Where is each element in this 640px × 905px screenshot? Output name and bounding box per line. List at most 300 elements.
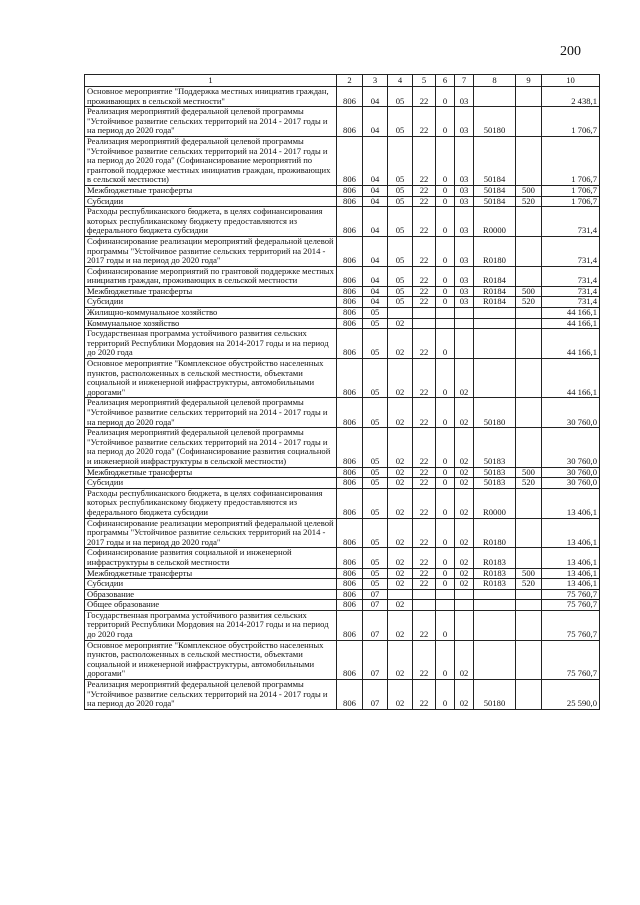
cell-section: 04 bbox=[363, 185, 388, 196]
cell-program: 22 bbox=[413, 680, 436, 710]
cell-subsection: 05 bbox=[388, 136, 413, 185]
cell-name: Основное мероприятие "Поддержка местных инициатив граждан, проживающих в сельской местности" bbox=[85, 87, 337, 107]
column-header: 9 bbox=[516, 75, 542, 87]
cell-direction: 50184 bbox=[474, 136, 516, 185]
cell-grbs: 806 bbox=[337, 236, 363, 266]
cell-program bbox=[413, 600, 436, 611]
cell-subprogram: 0 bbox=[436, 87, 455, 107]
cell-direction: R0180 bbox=[474, 518, 516, 548]
cell-subprogram bbox=[436, 589, 455, 600]
cell-direction: R0180 bbox=[474, 236, 516, 266]
cell-subsection: 02 bbox=[388, 579, 413, 590]
cell-grbs: 806 bbox=[337, 297, 363, 308]
cell-amount: 75 760,7 bbox=[542, 610, 600, 640]
cell-amount: 30 760,0 bbox=[542, 428, 600, 467]
cell-amount: 731,4 bbox=[542, 286, 600, 297]
cell-subprogram: 0 bbox=[436, 640, 455, 679]
cell-subsection: 02 bbox=[388, 428, 413, 467]
table-row bbox=[85, 610, 600, 640]
cell-name: Софинансирование реализации мероприятий федеральной целевой программы "Устойчивое развитие сельских территорий на 2014 - 2017 годы и на период до 2020 года" bbox=[85, 236, 337, 266]
cell-direction: 50180 bbox=[474, 107, 516, 137]
cell-section: 05 bbox=[363, 398, 388, 428]
column-header: 1 bbox=[85, 75, 337, 87]
cell-subprogram bbox=[436, 318, 455, 329]
cell-expense-type: 520 bbox=[516, 579, 542, 590]
cell-direction: R0183 bbox=[474, 548, 516, 568]
cell-expense-type bbox=[516, 318, 542, 329]
cell-main-activity: 02 bbox=[455, 579, 474, 590]
cell-program: 22 bbox=[413, 428, 436, 467]
cell-expense-type bbox=[516, 488, 542, 518]
cell-program: 22 bbox=[413, 467, 436, 478]
cell-section: 04 bbox=[363, 196, 388, 207]
cell-main-activity: 03 bbox=[455, 266, 474, 286]
cell-name: Софинансирование реализации мероприятий федеральной целевой программы "Устойчивое развитие сельских территорий на 2014 - 2017 годы и на период до 2020 года" bbox=[85, 518, 337, 548]
cell-section: 05 bbox=[363, 548, 388, 568]
cell-program: 22 bbox=[413, 398, 436, 428]
column-header: 6 bbox=[436, 75, 455, 87]
cell-section: 05 bbox=[363, 428, 388, 467]
cell-subsection: 02 bbox=[388, 600, 413, 611]
cell-grbs: 806 bbox=[337, 548, 363, 568]
cell-amount: 75 760,7 bbox=[542, 589, 600, 600]
cell-direction bbox=[474, 329, 516, 359]
cell-amount: 44 166,1 bbox=[542, 359, 600, 398]
table-row bbox=[85, 680, 600, 710]
cell-main-activity: 02 bbox=[455, 488, 474, 518]
cell-name: Жилищно-коммунальное хозяйство bbox=[85, 308, 337, 319]
cell-main-activity: 02 bbox=[455, 568, 474, 579]
cell-subprogram: 0 bbox=[436, 196, 455, 207]
column-header: 8 bbox=[474, 75, 516, 87]
table-header-row bbox=[85, 75, 600, 87]
cell-subprogram: 0 bbox=[436, 297, 455, 308]
cell-subsection bbox=[388, 308, 413, 319]
cell-main-activity: 02 bbox=[455, 640, 474, 679]
cell-program: 22 bbox=[413, 478, 436, 489]
cell-direction bbox=[474, 589, 516, 600]
cell-grbs: 806 bbox=[337, 488, 363, 518]
cell-name: Общее образование bbox=[85, 600, 337, 611]
cell-direction bbox=[474, 600, 516, 611]
cell-direction bbox=[474, 318, 516, 329]
cell-main-activity: 02 bbox=[455, 467, 474, 478]
table-row bbox=[85, 185, 600, 196]
cell-main-activity: 03 bbox=[455, 136, 474, 185]
cell-main-activity: 02 bbox=[455, 398, 474, 428]
cell-direction: R0000 bbox=[474, 207, 516, 237]
table-row bbox=[85, 568, 600, 579]
cell-grbs: 806 bbox=[337, 610, 363, 640]
cell-subsection: 05 bbox=[388, 266, 413, 286]
cell-section: 05 bbox=[363, 568, 388, 579]
cell-grbs: 806 bbox=[337, 329, 363, 359]
table-row bbox=[85, 107, 600, 137]
cell-section: 04 bbox=[363, 107, 388, 137]
cell-main-activity: 03 bbox=[455, 236, 474, 266]
cell-program: 22 bbox=[413, 488, 436, 518]
cell-name: Государственная программа устойчивого развития сельских территорий Республики Мордовия на 2014-2017 годы и на период до 2020 года bbox=[85, 329, 337, 359]
column-header: 10 bbox=[542, 75, 600, 87]
cell-subprogram: 0 bbox=[436, 518, 455, 548]
cell-expense-type bbox=[516, 236, 542, 266]
table-row bbox=[85, 207, 600, 237]
cell-subsection: 02 bbox=[388, 680, 413, 710]
cell-amount: 13 406,1 bbox=[542, 518, 600, 548]
cell-expense-type: 500 bbox=[516, 185, 542, 196]
cell-subprogram: 0 bbox=[436, 548, 455, 568]
cell-name: Субсидии bbox=[85, 579, 337, 590]
cell-program: 22 bbox=[413, 185, 436, 196]
cell-amount: 30 760,0 bbox=[542, 478, 600, 489]
table-row bbox=[85, 308, 600, 319]
cell-grbs: 806 bbox=[337, 266, 363, 286]
cell-grbs: 806 bbox=[337, 308, 363, 319]
cell-subsection: 02 bbox=[388, 568, 413, 579]
cell-direction bbox=[474, 308, 516, 319]
cell-direction: 50184 bbox=[474, 196, 516, 207]
cell-section: 04 bbox=[363, 136, 388, 185]
cell-subsection: 02 bbox=[388, 518, 413, 548]
cell-direction: R0184 bbox=[474, 266, 516, 286]
cell-section: 04 bbox=[363, 87, 388, 107]
cell-program: 22 bbox=[413, 207, 436, 237]
cell-subsection: 02 bbox=[388, 318, 413, 329]
cell-grbs: 806 bbox=[337, 579, 363, 590]
cell-expense-type bbox=[516, 610, 542, 640]
cell-amount: 25 590,0 bbox=[542, 680, 600, 710]
cell-amount: 75 760,7 bbox=[542, 600, 600, 611]
cell-name: Основное мероприятие "Комплексное обустройство населенных пунктов, расположенных в сельской местности, объектами социальной и инженерной инфраструктуры, автомобильными дорогами" bbox=[85, 640, 337, 679]
cell-amount: 44 166,1 bbox=[542, 329, 600, 359]
cell-direction: 50183 bbox=[474, 478, 516, 489]
cell-section: 07 bbox=[363, 680, 388, 710]
cell-name: Реализация мероприятий федеральной целевой программы "Устойчивое развитие сельских территорий на 2014 - 2017 годы и на период до 2020 года" bbox=[85, 680, 337, 710]
cell-grbs: 806 bbox=[337, 318, 363, 329]
cell-subprogram: 0 bbox=[436, 398, 455, 428]
cell-direction: 50183 bbox=[474, 428, 516, 467]
cell-section: 07 bbox=[363, 600, 388, 611]
cell-expense-type bbox=[516, 640, 542, 679]
table-row bbox=[85, 518, 600, 548]
cell-name: Межбюджетные трансферты bbox=[85, 185, 337, 196]
cell-direction bbox=[474, 610, 516, 640]
cell-section: 05 bbox=[363, 308, 388, 319]
cell-grbs: 806 bbox=[337, 398, 363, 428]
column-header: 7 bbox=[455, 75, 474, 87]
cell-section: 05 bbox=[363, 467, 388, 478]
cell-name: Субсидии bbox=[85, 478, 337, 489]
cell-subprogram: 0 bbox=[436, 478, 455, 489]
cell-subsection: 02 bbox=[388, 329, 413, 359]
table-row bbox=[85, 488, 600, 518]
cell-subprogram bbox=[436, 600, 455, 611]
budget-table bbox=[84, 74, 600, 710]
cell-program bbox=[413, 308, 436, 319]
cell-subprogram: 0 bbox=[436, 329, 455, 359]
cell-expense-type bbox=[516, 87, 542, 107]
cell-amount: 30 760,0 bbox=[542, 398, 600, 428]
cell-amount: 44 166,1 bbox=[542, 318, 600, 329]
cell-section: 04 bbox=[363, 207, 388, 237]
cell-name: Реализация мероприятий федеральной целевой программы "Устойчивое развитие сельских территорий на 2014 - 2017 годы и на период до 2020 года" bbox=[85, 398, 337, 428]
cell-main-activity: 02 bbox=[455, 428, 474, 467]
cell-main-activity: 03 bbox=[455, 185, 474, 196]
cell-amount: 731,4 bbox=[542, 266, 600, 286]
cell-amount: 731,4 bbox=[542, 236, 600, 266]
table-row bbox=[85, 196, 600, 207]
cell-name: Реализация мероприятий федеральной целевой программы "Устойчивое развитие сельских территорий на 2014 - 2017 годы и на период до 2020 года" (Софинансирование мероприятий по грантовой поддержке местных инициатив граждан, проживающих в сельской местности) bbox=[85, 136, 337, 185]
cell-expense-type bbox=[516, 680, 542, 710]
cell-subsection: 05 bbox=[388, 286, 413, 297]
cell-program: 22 bbox=[413, 610, 436, 640]
table-row bbox=[85, 428, 600, 467]
cell-name: Коммунальное хозяйство bbox=[85, 318, 337, 329]
cell-amount: 13 406,1 bbox=[542, 548, 600, 568]
cell-main-activity: 03 bbox=[455, 207, 474, 237]
cell-program: 22 bbox=[413, 196, 436, 207]
cell-subprogram bbox=[436, 308, 455, 319]
cell-program: 22 bbox=[413, 518, 436, 548]
cell-grbs: 806 bbox=[337, 680, 363, 710]
cell-name: Образование bbox=[85, 589, 337, 600]
cell-amount: 30 760,0 bbox=[542, 467, 600, 478]
cell-name: Межбюджетные трансферты bbox=[85, 568, 337, 579]
cell-program: 22 bbox=[413, 266, 436, 286]
cell-amount: 75 760,7 bbox=[542, 640, 600, 679]
table-row bbox=[85, 579, 600, 590]
cell-amount: 731,4 bbox=[542, 297, 600, 308]
cell-program: 22 bbox=[413, 579, 436, 590]
cell-main-activity bbox=[455, 318, 474, 329]
cell-name: Софинансирование мероприятий по грантовой поддержке местных инициатив граждан, проживающих в сельской местности bbox=[85, 266, 337, 286]
cell-program: 22 bbox=[413, 286, 436, 297]
cell-expense-type bbox=[516, 207, 542, 237]
cell-name: Основное мероприятие "Комплексное обустройство населенных пунктов, расположенных в сельской местности, объектами социальной и инженерной инфраструктуры, автомобильными дорогами" bbox=[85, 359, 337, 398]
table-row bbox=[85, 286, 600, 297]
cell-direction bbox=[474, 359, 516, 398]
cell-subsection: 02 bbox=[388, 488, 413, 518]
cell-amount: 1 706,7 bbox=[542, 107, 600, 137]
cell-section: 05 bbox=[363, 488, 388, 518]
column-header: 4 bbox=[388, 75, 413, 87]
cell-subprogram: 0 bbox=[436, 568, 455, 579]
cell-subprogram: 0 bbox=[436, 207, 455, 237]
cell-subsection: 02 bbox=[388, 398, 413, 428]
cell-amount: 2 438,1 bbox=[542, 87, 600, 107]
cell-expense-type: 520 bbox=[516, 478, 542, 489]
cell-section: 05 bbox=[363, 579, 388, 590]
cell-subprogram: 0 bbox=[436, 136, 455, 185]
cell-expense-type bbox=[516, 600, 542, 611]
cell-subsection: 05 bbox=[388, 297, 413, 308]
cell-grbs: 806 bbox=[337, 136, 363, 185]
cell-section: 04 bbox=[363, 286, 388, 297]
cell-expense-type bbox=[516, 329, 542, 359]
cell-expense-type: 500 bbox=[516, 467, 542, 478]
cell-direction: R0183 bbox=[474, 568, 516, 579]
cell-name: Субсидии bbox=[85, 297, 337, 308]
cell-main-activity: 02 bbox=[455, 478, 474, 489]
column-header: 5 bbox=[413, 75, 436, 87]
cell-program: 22 bbox=[413, 359, 436, 398]
cell-subsection: 02 bbox=[388, 478, 413, 489]
cell-grbs: 806 bbox=[337, 107, 363, 137]
cell-program: 22 bbox=[413, 87, 436, 107]
cell-direction bbox=[474, 87, 516, 107]
cell-expense-type: 520 bbox=[516, 297, 542, 308]
cell-program bbox=[413, 318, 436, 329]
cell-grbs: 806 bbox=[337, 207, 363, 237]
cell-main-activity: 02 bbox=[455, 518, 474, 548]
column-header: 2 bbox=[337, 75, 363, 87]
cell-subprogram: 0 bbox=[436, 610, 455, 640]
table-row bbox=[85, 236, 600, 266]
cell-main-activity bbox=[455, 329, 474, 359]
cell-subsection: 02 bbox=[388, 548, 413, 568]
table-row bbox=[85, 589, 600, 600]
cell-expense-type bbox=[516, 136, 542, 185]
cell-section: 07 bbox=[363, 640, 388, 679]
table-row bbox=[85, 548, 600, 568]
cell-program bbox=[413, 589, 436, 600]
cell-main-activity: 03 bbox=[455, 286, 474, 297]
cell-direction: 50180 bbox=[474, 680, 516, 710]
cell-program: 22 bbox=[413, 136, 436, 185]
cell-section: 05 bbox=[363, 359, 388, 398]
cell-name: Расходы республиканского бюджета, в целях софинансирования которых республиканскому бюджету предоставляются из федерального бюджета субсидии bbox=[85, 488, 337, 518]
cell-direction bbox=[474, 640, 516, 679]
cell-subsection: 05 bbox=[388, 196, 413, 207]
cell-subsection: 05 bbox=[388, 207, 413, 237]
cell-expense-type: 500 bbox=[516, 568, 542, 579]
column-header: 3 bbox=[363, 75, 388, 87]
cell-main-activity: 02 bbox=[455, 359, 474, 398]
cell-expense-type bbox=[516, 518, 542, 548]
cell-section: 05 bbox=[363, 518, 388, 548]
cell-direction: 50180 bbox=[474, 398, 516, 428]
cell-main-activity: 03 bbox=[455, 196, 474, 207]
cell-main-activity: 03 bbox=[455, 87, 474, 107]
cell-section: 05 bbox=[363, 318, 388, 329]
page-number: 200 bbox=[560, 44, 581, 59]
cell-section: 07 bbox=[363, 589, 388, 600]
cell-main-activity: 03 bbox=[455, 107, 474, 137]
cell-expense-type bbox=[516, 589, 542, 600]
cell-grbs: 806 bbox=[337, 640, 363, 679]
cell-subsection: 02 bbox=[388, 359, 413, 398]
cell-grbs: 806 bbox=[337, 600, 363, 611]
cell-program: 22 bbox=[413, 640, 436, 679]
cell-direction: R0183 bbox=[474, 579, 516, 590]
cell-main-activity: 02 bbox=[455, 548, 474, 568]
cell-subsection: 02 bbox=[388, 610, 413, 640]
table-row bbox=[85, 640, 600, 679]
cell-program: 22 bbox=[413, 236, 436, 266]
cell-direction: 50184 bbox=[474, 185, 516, 196]
cell-direction: R0000 bbox=[474, 488, 516, 518]
cell-section: 05 bbox=[363, 329, 388, 359]
cell-amount: 44 166,1 bbox=[542, 308, 600, 319]
cell-subprogram: 0 bbox=[436, 185, 455, 196]
table-row bbox=[85, 87, 600, 107]
cell-program: 22 bbox=[413, 568, 436, 579]
cell-grbs: 806 bbox=[337, 87, 363, 107]
cell-grbs: 806 bbox=[337, 428, 363, 467]
cell-main-activity bbox=[455, 600, 474, 611]
cell-section: 04 bbox=[363, 236, 388, 266]
table-row bbox=[85, 266, 600, 286]
cell-program: 22 bbox=[413, 548, 436, 568]
cell-subsection: 05 bbox=[388, 107, 413, 137]
cell-subprogram: 0 bbox=[436, 467, 455, 478]
table-row bbox=[85, 297, 600, 308]
cell-amount: 1 706,7 bbox=[542, 185, 600, 196]
table-row bbox=[85, 398, 600, 428]
cell-direction: R0184 bbox=[474, 297, 516, 308]
cell-subsection bbox=[388, 589, 413, 600]
table-row bbox=[85, 478, 600, 489]
table-row bbox=[85, 467, 600, 478]
cell-grbs: 806 bbox=[337, 568, 363, 579]
cell-amount: 13 406,1 bbox=[542, 488, 600, 518]
cell-name: Субсидии bbox=[85, 196, 337, 207]
cell-subprogram: 0 bbox=[436, 488, 455, 518]
cell-program: 22 bbox=[413, 297, 436, 308]
cell-expense-type bbox=[516, 548, 542, 568]
cell-expense-type bbox=[516, 308, 542, 319]
cell-subprogram: 0 bbox=[436, 236, 455, 266]
cell-expense-type bbox=[516, 266, 542, 286]
cell-name: Межбюджетные трансферты bbox=[85, 467, 337, 478]
cell-section: 07 bbox=[363, 610, 388, 640]
cell-subprogram: 0 bbox=[436, 428, 455, 467]
cell-grbs: 806 bbox=[337, 589, 363, 600]
table-row bbox=[85, 136, 600, 185]
cell-expense-type: 520 bbox=[516, 196, 542, 207]
cell-grbs: 806 bbox=[337, 286, 363, 297]
cell-amount: 1 706,7 bbox=[542, 196, 600, 207]
cell-section: 05 bbox=[363, 478, 388, 489]
cell-section: 04 bbox=[363, 266, 388, 286]
cell-expense-type bbox=[516, 359, 542, 398]
cell-name: Расходы республиканского бюджета, в целях софинансирования которых республиканскому бюджету предоставляются из федерального бюджета субсидии bbox=[85, 207, 337, 237]
cell-subsection: 05 bbox=[388, 236, 413, 266]
cell-grbs: 806 bbox=[337, 185, 363, 196]
cell-expense-type bbox=[516, 398, 542, 428]
table-row bbox=[85, 318, 600, 329]
table-row bbox=[85, 359, 600, 398]
cell-program: 22 bbox=[413, 107, 436, 137]
cell-subprogram: 0 bbox=[436, 286, 455, 297]
cell-grbs: 806 bbox=[337, 478, 363, 489]
cell-direction: 50183 bbox=[474, 467, 516, 478]
cell-main-activity: 03 bbox=[455, 297, 474, 308]
cell-amount: 731,4 bbox=[542, 207, 600, 237]
cell-name: Межбюджетные трансферты bbox=[85, 286, 337, 297]
cell-amount: 13 406,1 bbox=[542, 579, 600, 590]
cell-subsection: 05 bbox=[388, 185, 413, 196]
cell-grbs: 806 bbox=[337, 196, 363, 207]
cell-expense-type bbox=[516, 428, 542, 467]
cell-subprogram: 0 bbox=[436, 266, 455, 286]
cell-amount: 13 406,1 bbox=[542, 568, 600, 579]
cell-subsection: 05 bbox=[388, 87, 413, 107]
cell-subprogram: 0 bbox=[436, 359, 455, 398]
cell-grbs: 806 bbox=[337, 518, 363, 548]
cell-name: Софинансирование развития социальной и инженерной инфраструктуры в сельской местности bbox=[85, 548, 337, 568]
cell-program: 22 bbox=[413, 329, 436, 359]
